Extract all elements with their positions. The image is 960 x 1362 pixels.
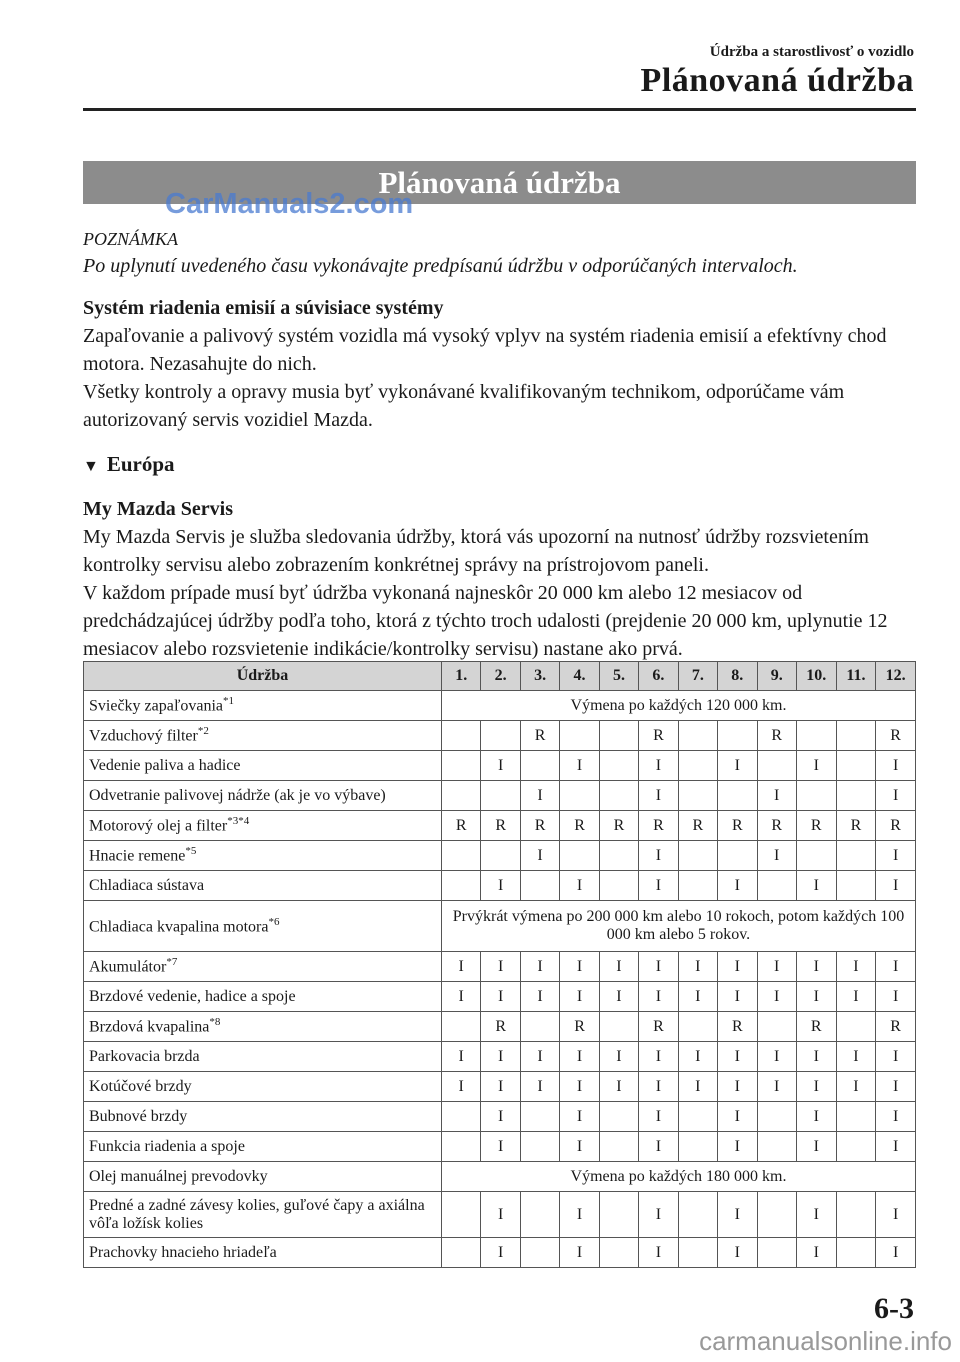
mymazda-paragraph-2: V každom prípade musí byť údržba vykonaná najneskôr 20 000 km alebo 12 mesiacov od predchádzajúcej údržby podľa toho, ktorá z týchto troch udalosti (prejdenie 20 000 km, uplynutie 12 mesiacov alebo rozsvietenie indikácie/kontrolky servisu) nastane ako prvá. xyxy=(83,582,888,660)
header-interval: 5. xyxy=(599,662,638,691)
row-item-label: Kotúčové brzdy xyxy=(89,1077,192,1095)
schedule-cell: I xyxy=(876,1238,916,1268)
schedule-cell xyxy=(442,751,481,781)
schedule-cell xyxy=(757,1132,796,1162)
page-number: 6-3 xyxy=(874,1292,914,1325)
schedule-cell xyxy=(757,1192,796,1238)
schedule-cell: I xyxy=(796,952,836,982)
schedule-cell xyxy=(836,841,876,871)
schedule-cell: I xyxy=(757,982,796,1012)
schedule-cell: R xyxy=(718,811,757,841)
footnote-ref: *6 xyxy=(268,915,280,928)
schedule-cell: I xyxy=(520,1072,559,1102)
footnote-ref: *2 xyxy=(197,725,209,738)
row-item xyxy=(84,1072,442,1102)
schedule-cell xyxy=(560,781,599,811)
schedule-cell xyxy=(599,1132,638,1162)
schedule-cell: I xyxy=(757,841,796,871)
schedule-cell: I xyxy=(481,982,520,1012)
schedule-cell: I xyxy=(639,751,678,781)
schedule-cell: I xyxy=(481,1102,520,1132)
row-span-note: Výmena po každých 180 000 km. xyxy=(442,1162,916,1192)
schedule-cell: I xyxy=(481,1192,520,1238)
schedule-cell: I xyxy=(876,781,916,811)
schedule-cell xyxy=(520,1238,559,1268)
schedule-cell: I xyxy=(442,1072,481,1102)
schedule-cell: I xyxy=(718,1132,757,1162)
table-row xyxy=(84,1072,916,1102)
schedule-cell: I xyxy=(560,751,599,781)
row-item-label: Funkcia riadenia a spoje xyxy=(89,1137,245,1155)
schedule-cell: I xyxy=(639,841,678,871)
schedule-cell: I xyxy=(481,1132,520,1162)
row-span-note: Prvýkrát výmena po 200 000 km alebo 10 rokoch, potom každých 100 000 km alebo 5 rokov. xyxy=(442,901,916,952)
schedule-cell: R xyxy=(836,811,876,841)
schedule-cell xyxy=(599,871,638,901)
schedule-cell xyxy=(481,841,520,871)
schedule-cell xyxy=(678,1012,717,1042)
schedule-cell: I xyxy=(876,1072,916,1102)
schedule-cell xyxy=(678,751,717,781)
table-row xyxy=(84,841,916,871)
watermark-text: CarManuals2.com xyxy=(165,188,414,220)
row-item-label: Akumulátor xyxy=(89,958,167,976)
schedule-cell xyxy=(757,1238,796,1268)
row-item xyxy=(84,982,442,1012)
schedule-cell: R xyxy=(442,811,481,841)
schedule-cell: I xyxy=(876,841,916,871)
schedule-cell: I xyxy=(520,841,559,871)
row-item xyxy=(84,1102,442,1132)
row-span-note: Výmena po každých 120 000 km. xyxy=(442,691,916,721)
footnote-ref: *8 xyxy=(209,1016,221,1029)
row-item-label: Chladiaca sústava xyxy=(89,876,205,894)
schedule-cell: I xyxy=(718,982,757,1012)
row-item xyxy=(84,1042,442,1072)
schedule-cell: I xyxy=(796,871,836,901)
schedule-cell: I xyxy=(639,1238,678,1268)
header-interval: 9. xyxy=(757,662,796,691)
schedule-cell: I xyxy=(639,1132,678,1162)
schedule-cell: I xyxy=(599,1042,638,1072)
schedule-cell xyxy=(836,1102,876,1132)
schedule-cell: I xyxy=(481,871,520,901)
row-item-label: Chladiaca kvapalina motora xyxy=(89,918,269,936)
mymazda-heading: My Mazda Servis xyxy=(83,498,233,520)
schedule-cell xyxy=(442,841,481,871)
schedule-cell: R xyxy=(876,1012,916,1042)
schedule-cell xyxy=(520,1192,559,1238)
schedule-cell: I xyxy=(876,1132,916,1162)
schedule-cell xyxy=(836,751,876,781)
schedule-cell xyxy=(442,1012,481,1042)
schedule-cell: I xyxy=(639,1072,678,1102)
schedule-cell: I xyxy=(796,1102,836,1132)
header-interval: 7. xyxy=(678,662,717,691)
schedule-cell: I xyxy=(560,982,599,1012)
header-interval: 6. xyxy=(639,662,678,691)
schedule-cell: I xyxy=(876,982,916,1012)
schedule-cell xyxy=(836,1012,876,1042)
row-item-label: Sviečky zapaľovania xyxy=(89,697,223,715)
schedule-cell xyxy=(796,721,836,751)
schedule-cell xyxy=(678,871,717,901)
schedule-cell xyxy=(678,1132,717,1162)
schedule-cell: I xyxy=(876,1192,916,1238)
table-row xyxy=(84,901,916,952)
schedule-cell: I xyxy=(796,982,836,1012)
row-item-label: Bubnové brzdy xyxy=(89,1107,188,1125)
row-item-label: Hnacie remene xyxy=(89,847,186,865)
row-item xyxy=(84,781,442,811)
row-item xyxy=(84,751,442,781)
schedule-cell xyxy=(836,1238,876,1268)
schedule-cell xyxy=(718,721,757,751)
emission-paragraph-1: Zapaľovanie a palivový systém vozidla má vysoký vplyv na systém riadenia emisií a efektívny chod motora. Nezasahujte do nich. xyxy=(83,325,887,375)
schedule-cell xyxy=(718,841,757,871)
schedule-cell: I xyxy=(796,1042,836,1072)
schedule-cell xyxy=(836,1132,876,1162)
row-item xyxy=(84,901,442,952)
schedule-cell xyxy=(520,751,559,781)
region-label: Európa xyxy=(106,452,175,476)
schedule-cell: I xyxy=(718,952,757,982)
schedule-cell xyxy=(836,721,876,751)
schedule-cell: I xyxy=(639,982,678,1012)
schedule-cell xyxy=(599,1012,638,1042)
row-item xyxy=(84,1132,442,1162)
schedule-cell: R xyxy=(718,1012,757,1042)
schedule-cell: I xyxy=(876,1042,916,1072)
footnote-ref: *3*4 xyxy=(227,815,250,828)
schedule-cell: I xyxy=(718,1192,757,1238)
header-interval: 3. xyxy=(520,662,559,691)
schedule-cell: I xyxy=(876,1102,916,1132)
schedule-cell: I xyxy=(639,1192,678,1238)
schedule-cell xyxy=(481,781,520,811)
schedule-cell: I xyxy=(639,1102,678,1132)
schedule-cell: R xyxy=(639,721,678,751)
table-row xyxy=(84,751,916,781)
schedule-cell: R xyxy=(757,721,796,751)
schedule-cell: I xyxy=(520,781,559,811)
row-item-label: Vedenie paliva a hadice xyxy=(89,756,241,774)
schedule-cell: R xyxy=(796,811,836,841)
schedule-cell: I xyxy=(599,1072,638,1102)
row-item-label: Brzdová kvapalina xyxy=(89,1018,210,1036)
row-item-label: Vzduchový filter xyxy=(89,727,198,745)
schedule-cell: I xyxy=(836,952,876,982)
schedule-cell: I xyxy=(718,871,757,901)
schedule-cell: I xyxy=(599,982,638,1012)
schedule-cell: I xyxy=(757,781,796,811)
row-item xyxy=(84,691,442,721)
triangle-down-icon: ▼ xyxy=(83,458,99,475)
schedule-cell: I xyxy=(442,952,481,982)
table-row xyxy=(84,1012,916,1042)
schedule-cell xyxy=(836,871,876,901)
schedule-cell: I xyxy=(520,1042,559,1072)
schedule-cell: R xyxy=(757,811,796,841)
schedule-cell: I xyxy=(718,751,757,781)
schedule-cell: R xyxy=(560,811,599,841)
schedule-cell: I xyxy=(836,982,876,1012)
schedule-cell xyxy=(718,781,757,811)
schedule-cell: I xyxy=(560,1042,599,1072)
schedule-cell xyxy=(599,1192,638,1238)
schedule-cell xyxy=(599,751,638,781)
running-header-section: Údržba a starostlivosť o vozidlo xyxy=(709,44,914,60)
schedule-cell xyxy=(678,1102,717,1132)
running-header-title: Plánovaná údržba xyxy=(640,62,914,99)
schedule-cell xyxy=(520,1132,559,1162)
header-interval: 11. xyxy=(836,662,876,691)
schedule-cell xyxy=(599,721,638,751)
row-item xyxy=(84,841,442,871)
row-item xyxy=(84,811,442,841)
schedule-cell: I xyxy=(481,1238,520,1268)
header-interval: 1. xyxy=(442,662,481,691)
schedule-cell: I xyxy=(757,952,796,982)
table-row xyxy=(84,1192,916,1238)
schedule-cell: I xyxy=(718,1072,757,1102)
table-row xyxy=(84,1042,916,1072)
schedule-cell: I xyxy=(560,1132,599,1162)
chapter-banner: Plánovaná údržba xyxy=(83,161,916,204)
schedule-cell: I xyxy=(560,952,599,982)
schedule-cell xyxy=(520,1102,559,1132)
row-item xyxy=(84,1238,442,1268)
schedule-cell xyxy=(796,841,836,871)
footnote-ref: *7 xyxy=(166,956,178,969)
row-item-label: Brzdové vedenie, hadice a spoje xyxy=(89,987,296,1005)
table-row xyxy=(84,1162,916,1192)
schedule-cell: I xyxy=(481,1042,520,1072)
schedule-cell xyxy=(442,781,481,811)
schedule-cell: I xyxy=(796,1192,836,1238)
schedule-cell: I xyxy=(876,751,916,781)
row-item-label: Prachovky hnacieho hriadeľa xyxy=(89,1243,277,1261)
schedule-cell xyxy=(442,1238,481,1268)
row-item xyxy=(84,721,442,751)
schedule-cell xyxy=(599,841,638,871)
schedule-cell xyxy=(678,1238,717,1268)
schedule-cell xyxy=(757,1102,796,1132)
schedule-cell: I xyxy=(520,952,559,982)
schedule-cell: I xyxy=(757,1072,796,1102)
schedule-cell: I xyxy=(796,1238,836,1268)
header-interval: 8. xyxy=(718,662,757,691)
schedule-cell: I xyxy=(678,1072,717,1102)
row-item-label: Odvetranie palivovej nádrže (ak je vo výbave) xyxy=(89,786,386,804)
header-interval: 2. xyxy=(481,662,520,691)
schedule-cell: R xyxy=(599,811,638,841)
row-item xyxy=(84,1012,442,1042)
footnote-ref: *5 xyxy=(185,845,197,858)
footnote-ref: *1 xyxy=(223,695,234,708)
schedule-cell xyxy=(678,1192,717,1238)
schedule-cell: R xyxy=(639,811,678,841)
schedule-cell: I xyxy=(481,952,520,982)
schedule-cell: I xyxy=(639,781,678,811)
mymazda-paragraph-1: My Mazda Servis je služba sledovania údržby, ktorá vás upozorní na nutnosť údržby rozsvietením kontrolky servisu alebo zobrazením konkrétnej správy na prístrojovom paneli. xyxy=(83,526,869,576)
note-heading: POZNÁMKA xyxy=(83,229,179,249)
schedule-cell: I xyxy=(442,1042,481,1072)
region-heading xyxy=(83,450,916,481)
schedule-cell xyxy=(442,1132,481,1162)
schedule-cell xyxy=(442,871,481,901)
row-item xyxy=(84,1192,442,1238)
schedule-cell xyxy=(442,1192,481,1238)
row-item-label: Predné a zadné závesy kolies, guľové čapy a axiálna vôľa ložísk kolies xyxy=(89,1196,425,1232)
note-text: Po uplynutí uvedeného času vykonávajte predpísanú údržbu v odporúčaných intervaloch. xyxy=(83,255,798,277)
schedule-cell: R xyxy=(560,1012,599,1042)
schedule-cell: I xyxy=(442,982,481,1012)
schedule-cell: R xyxy=(520,811,559,841)
schedule-cell xyxy=(560,721,599,751)
emission-paragraph-2: Všetky kontroly a opravy musia byť vykonávané kvalifikovaným technikom, odporúčame vám autorizovaný servis vozidiel Mazda. xyxy=(83,381,845,431)
schedule-cell xyxy=(599,781,638,811)
footer-watermark: carmanualsonline.info xyxy=(699,1326,952,1356)
schedule-cell: I xyxy=(836,1072,876,1102)
schedule-cell: I xyxy=(876,871,916,901)
table-body xyxy=(84,691,916,1268)
row-item xyxy=(84,952,442,982)
header-interval: 12. xyxy=(876,662,916,691)
schedule-cell: I xyxy=(560,1072,599,1102)
table-row xyxy=(84,781,916,811)
schedule-cell: R xyxy=(678,811,717,841)
schedule-cell xyxy=(836,781,876,811)
schedule-cell: R xyxy=(639,1012,678,1042)
schedule-cell xyxy=(757,1012,796,1042)
schedule-cell xyxy=(757,871,796,901)
schedule-cell xyxy=(678,841,717,871)
schedule-cell xyxy=(442,1102,481,1132)
schedule-cell: I xyxy=(718,1102,757,1132)
table-row xyxy=(84,1132,916,1162)
schedule-cell: R xyxy=(796,1012,836,1042)
schedule-cell: I xyxy=(678,1042,717,1072)
schedule-cell: I xyxy=(560,1102,599,1132)
schedule-cell: I xyxy=(678,952,717,982)
table-header-row xyxy=(84,662,916,691)
schedule-cell xyxy=(520,1012,559,1042)
emission-heading: Systém riadenia emisií a súvisiace systémy xyxy=(83,297,444,319)
header-rule xyxy=(83,108,916,111)
schedule-cell: I xyxy=(520,982,559,1012)
schedule-cell: I xyxy=(481,751,520,781)
schedule-cell xyxy=(520,871,559,901)
schedule-cell: R xyxy=(520,721,559,751)
schedule-cell: I xyxy=(876,952,916,982)
header-interval: 10. xyxy=(796,662,836,691)
schedule-cell xyxy=(599,1238,638,1268)
schedule-cell: I xyxy=(678,982,717,1012)
table-row xyxy=(84,811,916,841)
row-item-label: Parkovacia brzda xyxy=(89,1047,200,1065)
table-row xyxy=(84,1238,916,1268)
schedule-cell xyxy=(481,721,520,751)
schedule-cell xyxy=(560,841,599,871)
schedule-cell: I xyxy=(639,871,678,901)
row-item-label: Olej manuálnej prevodovky xyxy=(89,1167,268,1185)
schedule-cell: I xyxy=(481,1072,520,1102)
schedule-cell: R xyxy=(481,1012,520,1042)
row-item xyxy=(84,1162,442,1192)
schedule-cell: I xyxy=(639,1042,678,1072)
schedule-cell xyxy=(678,781,717,811)
schedule-cell: R xyxy=(876,811,916,841)
schedule-cell xyxy=(836,1192,876,1238)
schedule-cell: I xyxy=(796,1132,836,1162)
schedule-cell: R xyxy=(481,811,520,841)
schedule-cell: I xyxy=(560,1192,599,1238)
schedule-cell xyxy=(757,751,796,781)
schedule-cell xyxy=(678,721,717,751)
table-row xyxy=(84,952,916,982)
main-content xyxy=(83,226,916,663)
schedule-cell: I xyxy=(836,1042,876,1072)
table-row xyxy=(84,721,916,751)
schedule-cell xyxy=(796,781,836,811)
row-item-label: Motorový olej a filter xyxy=(89,817,228,835)
schedule-cell: I xyxy=(560,871,599,901)
schedule-cell: I xyxy=(718,1238,757,1268)
table-row xyxy=(84,691,916,721)
header-item: Údržba xyxy=(84,662,442,691)
table-row xyxy=(84,982,916,1012)
header-interval: 4. xyxy=(560,662,599,691)
schedule-cell: I xyxy=(796,1072,836,1102)
table-row xyxy=(84,871,916,901)
schedule-cell xyxy=(442,721,481,751)
schedule-cell: I xyxy=(560,1238,599,1268)
schedule-cell: R xyxy=(876,721,916,751)
schedule-cell: I xyxy=(718,1042,757,1072)
maintenance-schedule-table xyxy=(83,661,916,1268)
schedule-cell xyxy=(599,1102,638,1132)
schedule-cell: I xyxy=(796,751,836,781)
schedule-cell: I xyxy=(599,952,638,982)
schedule-cell: I xyxy=(757,1042,796,1072)
row-item xyxy=(84,871,442,901)
table-row xyxy=(84,1102,916,1132)
schedule-cell: I xyxy=(639,952,678,982)
